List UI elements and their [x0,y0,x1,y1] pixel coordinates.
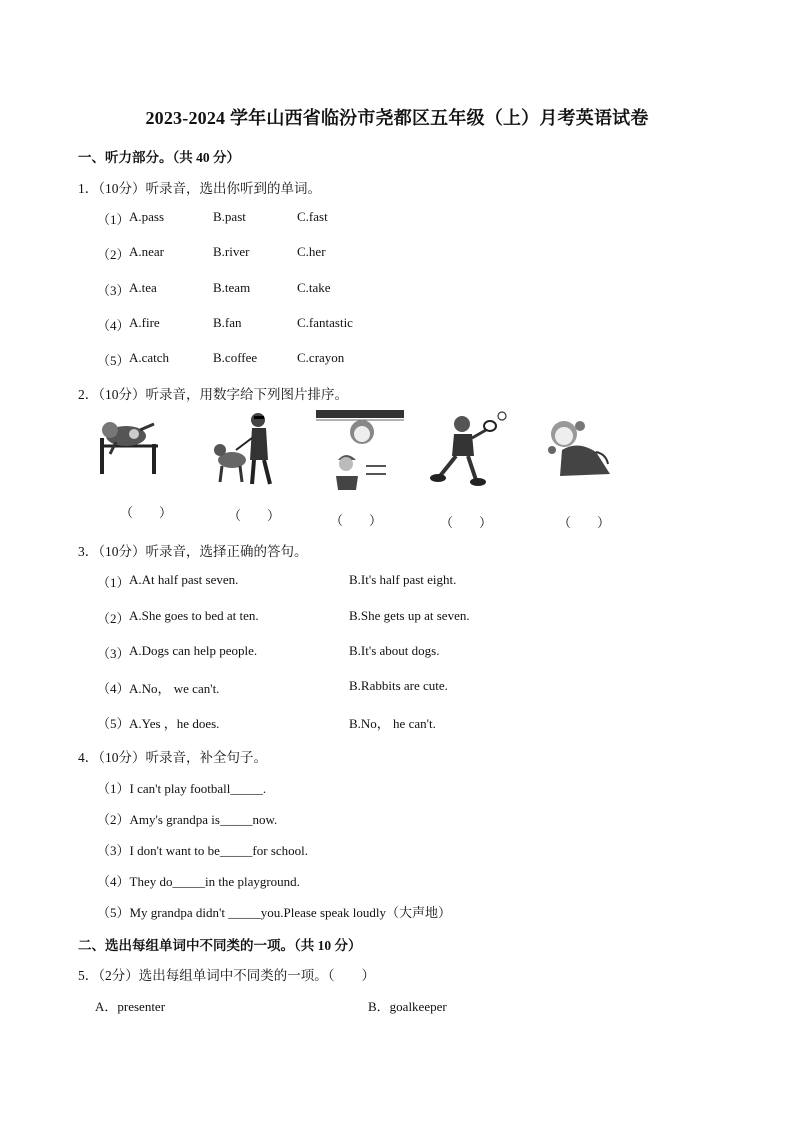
q1-item-number: （1） [97,212,130,227]
q1-option-c: C.take [297,280,331,295]
q3-option-a: A.Yes ，he does. [129,716,220,731]
q1-option-a: A.near [129,244,165,259]
q1-option-a: A.fire [129,315,160,330]
q3-option-a: A.At half past seven. [129,572,239,587]
q3-item-number: （3） [97,646,130,661]
q3-option-b: B.It's half past eight. [349,572,457,587]
section-1-heading: 一、听力部分。（共 40 分） [78,150,240,165]
q3-item-number: （2） [97,611,130,626]
q2-answer-blank[interactable]: （ ） [120,505,173,520]
q3-item-number: （4） [97,681,130,696]
q1-item-number: （2） [97,247,130,262]
boy-playing-badminton-picture [428,410,510,492]
q1-option-a: A.catch [129,350,170,365]
q1-option-c: C.fast [297,209,328,224]
q1-option-a: A.tea [129,280,157,295]
section-2-heading: 二、选出每组单词中不同类的一项。（共 10 分） [78,938,362,953]
q3-option-b: B.Rabbits are cute. [349,678,448,693]
q4-sentence: （4）They do_____in the playground. [97,874,300,889]
q3-option-a: A.She goes to bed at ten. [129,608,259,623]
q3-item-number: （1） [97,575,130,590]
q3-option-a: A.Dogs can help people. [129,643,258,658]
q5-option-a: A．presenter [95,999,166,1014]
q1-option-a: A.pass [129,209,165,224]
q2-answer-blank[interactable]: （ ） [330,513,383,528]
q1-item-number: （4） [97,318,130,333]
q4-sentence: （2）Amy's grandpa is_____now. [97,812,278,827]
q1-item-number: （5） [97,353,130,368]
q1-stem: 1．（10分）听录音，选出你听到的单词。 [78,181,321,196]
q3-item-number: （5） [97,716,130,731]
q4-sentence: （5）My grandpa didn't _____you.Please speak loudly（大声地） [97,905,452,920]
exam-title: 2023-2024 学年山西省临汾市尧都区五年级（上）月考英语试卷 [145,108,649,128]
q3-option-a: A.No， we can't. [129,681,220,696]
boy-with-cat-picture [540,410,616,492]
q2-answer-blank[interactable]: （ ） [558,515,611,530]
girl-walking-dog-picture [210,410,282,492]
q2-answer-blank[interactable]: （ ） [440,515,493,530]
q2-answer-blank[interactable]: （ ） [228,508,281,523]
q1-option-b: B.coffee [213,350,258,365]
dog-jumping-picture [96,410,166,492]
q3-option-b: B.She gets up at seven. [349,608,470,623]
q4-sentence: （3）I don't want to be_____for school. [97,843,309,858]
q1-option-c: C.her [297,244,326,259]
q1-item-number: （3） [97,283,130,298]
q5-option-b: B．goalkeeper [368,999,447,1014]
q1-option-b: B.past [213,209,246,224]
q1-option-c: C.crayon [297,350,345,365]
q4-stem: 4．（10分）听录音，补全句子。 [78,750,267,765]
q1-option-c: C.fantastic [297,315,353,330]
q3-stem: 3．（10分）听录音，选择正确的答句。 [78,544,308,559]
girl-portraits-picture [316,410,404,492]
q3-option-b: B.No， he can't. [349,716,436,731]
q5-stem: 5．（2分）选出每组单词中不同类的一项。（ ） [78,968,375,983]
q1-option-b: B.river [213,244,250,259]
q2-stem: 2．（10分）听录音，用数字给下列图片排序。 [78,387,348,402]
q1-option-b: B.fan [213,315,242,330]
q1-option-b: B.team [213,280,251,295]
q4-sentence: （1）I can't play football_____. [97,781,267,796]
q3-option-b: B.It's about dogs. [349,643,440,658]
